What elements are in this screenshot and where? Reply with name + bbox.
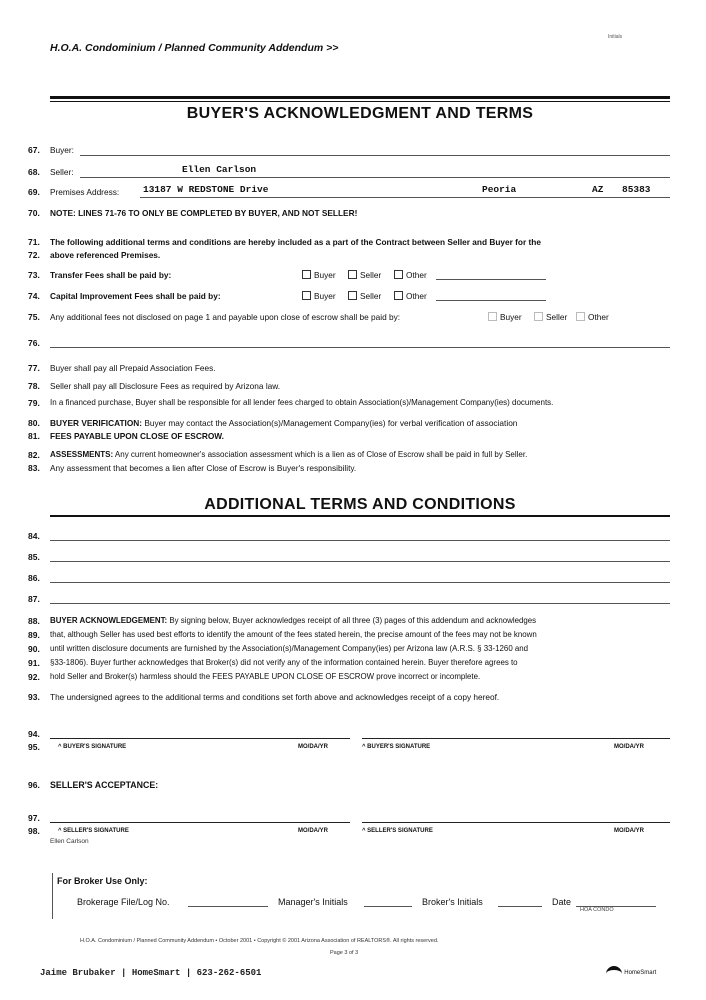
line-number: 80. bbox=[28, 418, 40, 428]
additional-fees-text: Any additional fees not disclosed on page 1 and payable upon close of escrow shall be paid by: bbox=[50, 312, 401, 322]
seller-label: Seller: bbox=[50, 167, 74, 177]
buyer-signature-caption: ^ BUYER'S SIGNATURE bbox=[58, 744, 127, 750]
lender-fees-text: In a financed purchase, Buyer shall be responsible for all lender fees charged to obtain Association(s)/Management Company(ies) documents. bbox=[50, 398, 554, 407]
line-number: 85. bbox=[28, 552, 40, 562]
section-rule bbox=[50, 515, 670, 517]
page-number: Page 3 of 3 bbox=[330, 950, 359, 956]
header-rule-thin bbox=[50, 101, 670, 102]
terms-intro-text: The following additional terms and conditions are hereby included as a part of the Contract between Seller and Buyer for the bbox=[50, 237, 541, 247]
checkbox-icon bbox=[534, 312, 543, 321]
seller-printed-name: Ellen Carlson bbox=[50, 838, 89, 845]
premises-city-value[interactable]: Peoria bbox=[482, 184, 517, 195]
buyer2-signature-caption: ^ BUYER'S SIGNATURE bbox=[362, 744, 431, 750]
buyer-label: Buyer: bbox=[50, 145, 74, 155]
buyer-acknowledgement-text: §33-1806). Buyer further acknowledges that Broker(s) did not verify any of the information contained herein. Buyer therefore agrees to bbox=[50, 658, 518, 667]
line-number: 92. bbox=[28, 672, 40, 682]
seller2-signature-line[interactable] bbox=[362, 822, 670, 823]
date-caption: MO/DA/YR bbox=[614, 828, 644, 834]
prepaid-fees-text: Buyer shall pay all Prepaid Association Fees. bbox=[50, 363, 216, 373]
line-number: 73. bbox=[28, 270, 40, 280]
capital-fees-seller-checkbox[interactable]: Seller bbox=[348, 291, 381, 301]
managers-initials-field[interactable] bbox=[364, 906, 412, 907]
line-number: 91. bbox=[28, 658, 40, 668]
buyer-acknowledgement-text: until written disclosure documents are furnished by the Association(s)/Management Company(ies) per Arizona law (A.R.S. § 33-1260 and bbox=[50, 644, 529, 653]
transfer-fees-label: Transfer Fees shall be paid by: bbox=[50, 270, 172, 280]
checkbox-icon bbox=[348, 291, 357, 300]
additional-fees-seller-checkbox[interactable]: Seller bbox=[534, 312, 567, 322]
additional-terms-line[interactable] bbox=[50, 603, 670, 604]
line-number: 70. bbox=[28, 208, 40, 218]
brokerage-file-field[interactable] bbox=[188, 906, 268, 907]
transfer-fees-other-field[interactable] bbox=[436, 279, 546, 280]
line-number: 76. bbox=[28, 338, 40, 348]
note-buyer-only: NOTE: LINES 71-76 TO ONLY BE COMPLETED BY BUYER, AND NOT SELLER! bbox=[50, 208, 358, 218]
line-number: 97. bbox=[28, 813, 40, 823]
fees-payable-text: FEES PAYABLE UPON CLOSE OF ESCROW. bbox=[50, 431, 224, 441]
seller-field bbox=[80, 177, 670, 178]
managers-initials-label: Manager's Initials bbox=[278, 897, 348, 907]
line-number: 94. bbox=[28, 729, 40, 739]
additional-terms-line[interactable] bbox=[50, 582, 670, 583]
date-caption: MO/DA/YR bbox=[614, 744, 644, 750]
line-number: 78. bbox=[28, 381, 40, 391]
line-number: 67. bbox=[28, 145, 40, 155]
date-caption: MO/DA/YR bbox=[298, 828, 328, 834]
line-number: 96. bbox=[28, 780, 40, 790]
initials-note: Initials bbox=[608, 34, 623, 40]
line-number: 98. bbox=[28, 826, 40, 836]
line-number: 81. bbox=[28, 431, 40, 441]
line-number: 74. bbox=[28, 291, 40, 301]
addendum-header-title: H.O.A. Condominium / Planned Community Addendum >> bbox=[50, 42, 339, 54]
additional-terms-line[interactable] bbox=[50, 540, 670, 541]
capital-fees-buyer-checkbox[interactable]: Buyer bbox=[302, 291, 336, 301]
seller-name-value[interactable]: Ellen Carlson bbox=[182, 164, 257, 175]
buyer-verification-text: BUYER VERIFICATION: Buyer may contact the Association(s)/Management Company(ies) for verbal verification of association bbox=[50, 418, 518, 428]
buyer-field[interactable] bbox=[80, 155, 670, 156]
transfer-fees-seller-checkbox[interactable]: Seller bbox=[348, 270, 381, 280]
seller-signature-caption: ^ SELLER'S SIGNATURE bbox=[58, 828, 129, 834]
assessments-text: Any assessment that becomes a lien after Close of Escrow is Buyer's responsibility. bbox=[50, 463, 357, 473]
header-rule bbox=[50, 96, 670, 99]
line-number: 68. bbox=[28, 167, 40, 177]
checkbox-icon bbox=[394, 270, 403, 279]
section-title-additional-terms: ADDITIONAL TERMS AND CONDITIONS bbox=[204, 496, 516, 513]
checkbox-icon bbox=[302, 270, 311, 279]
line-76-field[interactable] bbox=[50, 347, 670, 348]
premises-address-field bbox=[140, 197, 670, 198]
assessments-text: ASSESSMENTS: Any current homeowner's association assessment which is a lien as of Close of Escrow shall be paid in full by Seller. bbox=[50, 450, 528, 459]
transfer-fees-buyer-checkbox[interactable]: Buyer bbox=[302, 270, 336, 280]
line-number: 82. bbox=[28, 450, 40, 460]
line-number: 69. bbox=[28, 187, 40, 197]
line-number: 93. bbox=[28, 692, 40, 702]
line-number: 79. bbox=[28, 398, 40, 408]
line-number: 87. bbox=[28, 594, 40, 604]
checkbox-icon bbox=[576, 312, 585, 321]
buyer2-signature-line[interactable] bbox=[362, 738, 670, 739]
terms-intro-text: above referenced Premises. bbox=[50, 250, 161, 260]
additional-fees-buyer-checkbox[interactable]: Buyer bbox=[488, 312, 522, 322]
line-number: 86. bbox=[28, 573, 40, 583]
form-code: HOA CONDO bbox=[580, 907, 614, 913]
line-number: 83. bbox=[28, 463, 40, 473]
buyer-acknowledgement-text: hold Seller and Broker(s) harmless should the FEES PAYABLE UPON CLOSE OF ESCROW prove incorrect or incomplete. bbox=[50, 672, 481, 681]
brokerage-file-label: Brokerage File/Log No. bbox=[77, 897, 170, 907]
copyright-footer: H.O.A. Condominium / Planned Community Addendum • October 2001 • Copyright © 2001 Arizona Association of REALTORS®. All rights reserved. bbox=[80, 938, 439, 944]
line-number: 72. bbox=[28, 250, 40, 260]
broker-date-label: Date bbox=[552, 897, 572, 907]
line-number: 95. bbox=[28, 742, 40, 752]
checkbox-icon bbox=[488, 312, 497, 321]
additional-terms-line[interactable] bbox=[50, 561, 670, 562]
checkbox-icon bbox=[394, 291, 403, 300]
buyer-acknowledgement-text: that, although Seller has used best efforts to identify the amount of the fees stated herein, the precise amount of the fees may not be known bbox=[50, 630, 537, 639]
line-number: 88. bbox=[28, 616, 40, 626]
buyer-signature-line[interactable] bbox=[50, 738, 350, 739]
agent-info-bar: Jaime Brubaker | HomeSmart | 623-262-6501 bbox=[40, 968, 262, 978]
buyer-acknowledgement-text: BUYER ACKNOWLEDGEMENT: By signing below, Buyer acknowledges receipt of all three (3) pages of this addendum and acknowledges bbox=[50, 616, 537, 625]
homesmart-logo: HomeSmart bbox=[606, 966, 656, 978]
line-number: 77. bbox=[28, 363, 40, 373]
line-number: 84. bbox=[28, 531, 40, 541]
checkbox-icon bbox=[302, 291, 311, 300]
transfer-fees-other-checkbox[interactable]: Other bbox=[394, 270, 427, 280]
additional-fees-other-checkbox[interactable]: Other bbox=[576, 312, 609, 322]
seller-signature-line[interactable] bbox=[50, 822, 350, 823]
line-number: 90. bbox=[28, 644, 40, 654]
brokers-initials-field[interactable] bbox=[498, 906, 542, 907]
capital-improvement-fees-label: Capital Improvement Fees shall be paid by: bbox=[50, 291, 221, 301]
premises-address-value[interactable]: 13187 W REDSTONE Drive bbox=[143, 184, 269, 195]
brokers-initials-label: Broker's Initials bbox=[422, 897, 483, 907]
broker-use-heading: For Broker Use Only: bbox=[57, 876, 148, 886]
logo-swoosh-icon bbox=[606, 966, 622, 978]
sellers-acceptance-heading: SELLER'S ACCEPTANCE: bbox=[50, 780, 159, 790]
line-number: 75. bbox=[28, 312, 40, 322]
checkbox-icon bbox=[348, 270, 357, 279]
section-title-buyers-acknowledgment: BUYER'S ACKNOWLEDGMENT AND TERMS bbox=[186, 105, 534, 122]
capital-fees-other-checkbox[interactable]: Other bbox=[394, 291, 427, 301]
premises-address-label: Premises Address: bbox=[50, 187, 120, 197]
premises-state-value[interactable]: AZ bbox=[592, 184, 604, 195]
capital-fees-other-field[interactable] bbox=[436, 300, 546, 301]
undersigned-agrees-text: The undersigned agrees to the additional terms and conditions set forth above and acknowledges receipt of a copy hereof. bbox=[50, 692, 500, 702]
seller2-signature-caption: ^ SELLER'S SIGNATURE bbox=[362, 828, 433, 834]
line-number: 89. bbox=[28, 630, 40, 640]
line-number: 71. bbox=[28, 237, 40, 247]
premises-zip-value[interactable]: 85383 bbox=[622, 184, 651, 195]
disclosure-fees-text: Seller shall pay all Disclosure Fees as required by Arizona law. bbox=[50, 381, 281, 391]
date-caption: MO/DA/YR bbox=[298, 744, 328, 750]
